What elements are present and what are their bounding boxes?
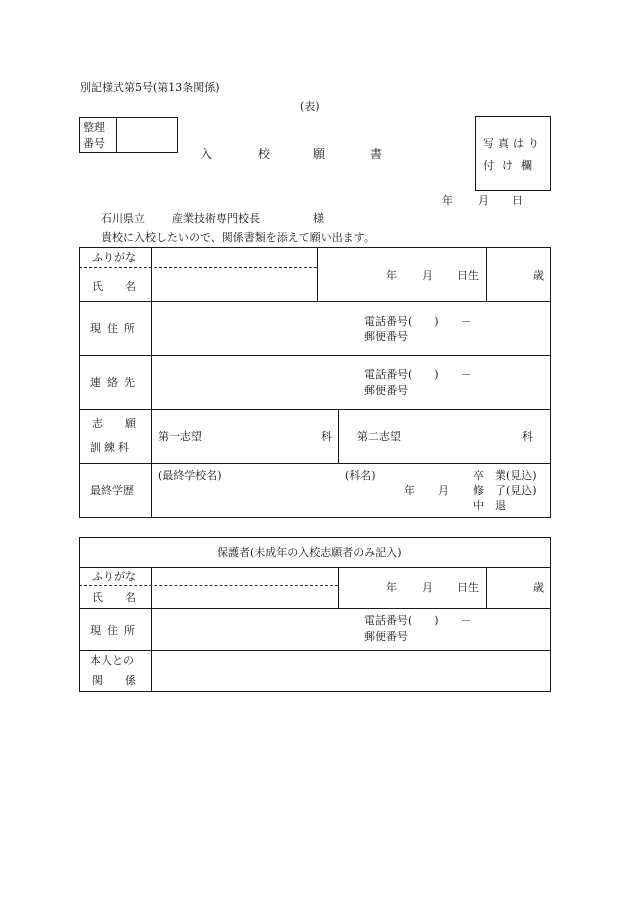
contact-label: 連絡先: [90, 376, 141, 389]
applicant-name-field[interactable]: [153, 269, 315, 299]
applicant-postal: 郵便番号: [364, 330, 408, 343]
guardian-phone: 電話番号( ) －: [364, 614, 472, 627]
title-char-4: 書: [370, 147, 383, 161]
status-dropout[interactable]: 中 退: [473, 499, 506, 512]
intro-text: 貴校に入校したいので、関係書類を添えて願い出ます。: [101, 231, 375, 244]
first-choice-ka: 科: [321, 430, 332, 443]
relation-label-2: 関 係: [92, 674, 136, 687]
guardian-name-field[interactable]: [153, 587, 336, 606]
guardian-address-label: 現住所: [90, 624, 141, 637]
form-reference: 別記様式第5号(第13条関係): [80, 81, 220, 94]
education-month: 月: [438, 484, 449, 497]
photo-label-1: 写真はり: [483, 137, 543, 150]
department-label: (科名): [345, 469, 376, 482]
relation-field[interactable]: [153, 652, 549, 690]
guardian-furigana-label: ふりがな: [92, 570, 136, 583]
date-year: 年: [442, 194, 453, 207]
education-label: 最終学歴: [90, 484, 134, 497]
date-month: 月: [478, 194, 489, 207]
seiri-number-field[interactable]: [118, 119, 176, 151]
title-char-3: 願: [313, 147, 326, 161]
guardian-birth-day: 日生: [457, 581, 479, 594]
guardian-birth-year: 年: [386, 581, 397, 594]
applicant-birth-month: 月: [422, 269, 433, 282]
guardian-furigana-field[interactable]: [153, 569, 336, 584]
first-choice-label: 第一志望: [158, 430, 202, 443]
applicant-furigana-label: ふりがな: [92, 251, 136, 264]
status-complete[interactable]: 修 了(見込): [473, 484, 537, 497]
applicant-age: 歳: [533, 269, 544, 282]
school-name-field[interactable]: [158, 483, 338, 513]
second-choice-field[interactable]: [412, 425, 517, 445]
applicant-birth-year: 年: [386, 269, 397, 282]
education-year: 年: [404, 484, 415, 497]
desire-label-1: 志 願: [92, 417, 136, 430]
contact-phone: 電話番号( ) －: [364, 368, 472, 381]
desire-label-2: 訓練科: [90, 441, 132, 454]
guardian-postal: 郵便番号: [364, 630, 408, 643]
guardian-name-label: 氏 名: [92, 591, 136, 604]
photo-label-2: 付け欄: [483, 159, 540, 172]
addressee-school: 産業技術専門校長: [172, 212, 260, 225]
status-graduate[interactable]: 卒 業(見込): [473, 469, 537, 482]
guardian-title: 保護者(未成年の入校志願者のみ記入): [217, 546, 402, 559]
date-day: 日: [512, 194, 523, 207]
title-char-2: 校: [258, 147, 271, 161]
guardian-address-field[interactable]: [153, 610, 353, 648]
first-choice-field[interactable]: [215, 425, 315, 445]
guardian-birth-month: 月: [422, 581, 433, 594]
applicant-address-field[interactable]: [153, 303, 353, 353]
applicant-address-label: 現住所: [90, 322, 141, 335]
applicant-phone: 電話番号( ) －: [364, 315, 472, 328]
seiri-label-1: 整理: [83, 121, 105, 134]
form-side-label: (表): [300, 100, 320, 113]
applicant-name-label: 氏 名: [92, 280, 136, 293]
applicant-birth-day: 日生: [457, 269, 479, 282]
applicant-furigana-field[interactable]: [153, 249, 315, 266]
photo-box[interactable]: [475, 116, 551, 191]
addressee-honorific: 様: [313, 212, 324, 225]
second-choice-label: 第二志望: [357, 430, 401, 443]
second-choice-ka: 科: [522, 430, 533, 443]
guardian-age: 歳: [533, 581, 544, 594]
title-char-1: 入: [200, 147, 213, 161]
seiri-label-2: 番号: [83, 137, 105, 150]
contact-postal: 郵便番号: [364, 384, 408, 397]
school-name-label: (最終学校名): [158, 469, 222, 482]
relation-label-1: 本人との: [90, 654, 134, 667]
addressee-prefecture: 石川県立: [101, 212, 145, 225]
contact-field[interactable]: [153, 357, 353, 407]
